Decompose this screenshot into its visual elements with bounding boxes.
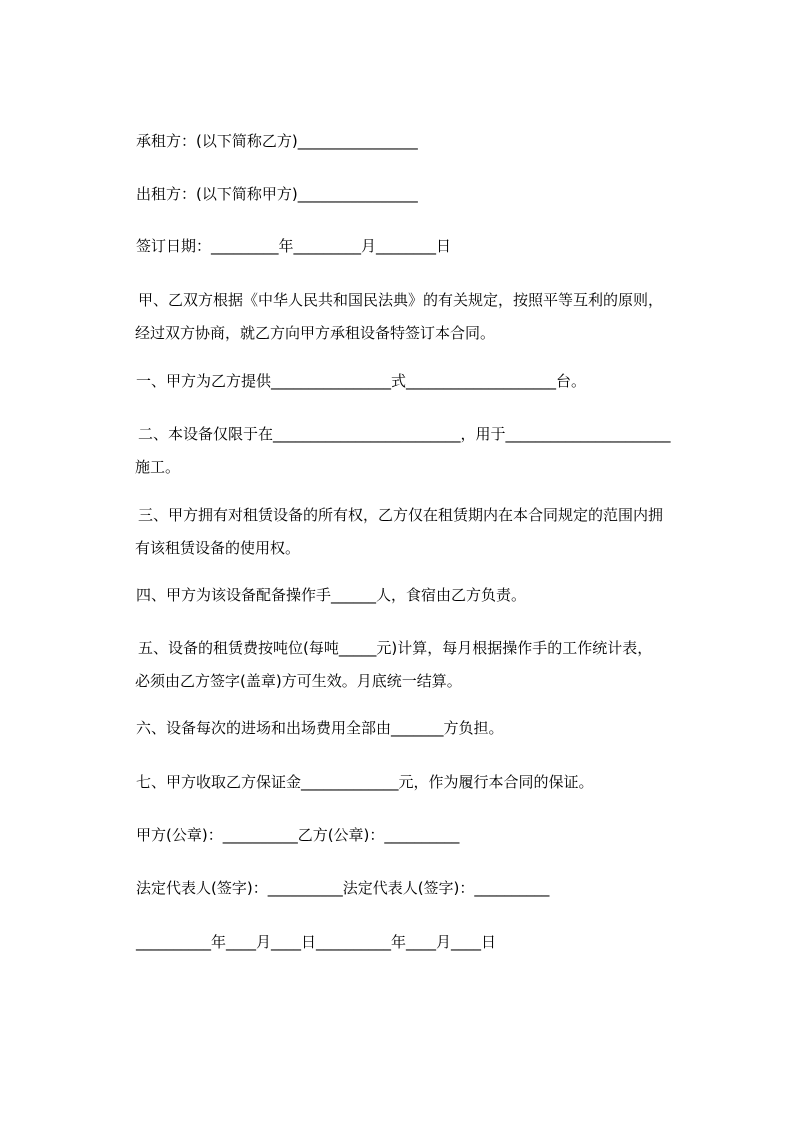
clause-6: 六、设备每次的进场和出场费用全部由_______方负担。	[136, 719, 504, 737]
clause-2-line-1: 二、本设备仅限于在_________________________，用于______________________	[138, 425, 671, 443]
clause-2-line-2: 施工。	[135, 458, 181, 476]
sign-date-line: 签订日期：_________年_________月________日	[136, 237, 452, 255]
clause-5-paragraph	[135, 638, 708, 691]
legal-representative-line: 法定代表人(签字)：__________法定代表人(签字)：__________	[136, 879, 550, 897]
clause-2-paragraph	[135, 424, 708, 477]
preamble-line-2: 经过双方协商，就乙方向甲方承租设备特签订本合同。	[135, 324, 496, 342]
preamble-paragraph	[135, 290, 708, 343]
clause-1: 一、甲方为乙方提供________________式____________________台。	[136, 372, 587, 390]
clause-5-line-2: 必须由乙方签字(盖章)方可生效。月底统一结算。	[135, 672, 462, 690]
clause-4: 四、甲方为该设备配备操作手______人，食宿由乙方负责。	[136, 586, 527, 604]
lessee-line: 承租方：(以下简称乙方)________________	[136, 132, 418, 150]
clause-5-line-1: 五、设备的租赁费按吨位(每吨_____元)计算，每月根据操作手的工作统计表，	[138, 639, 653, 657]
clause-3-line-2: 有该租赁设备的使用权。	[135, 539, 301, 557]
preamble-line-1: 甲、乙双方根据《中华人民共和国民法典》的有关规定，按照平等互利的原则，	[138, 291, 664, 309]
signature-date-line: __________年____月____日__________年____月____日	[136, 933, 497, 951]
clause-7: 七、甲方收取乙方保证金_____________元，作为履行本合同的保证。	[136, 773, 594, 791]
clause-3-line-1: 三、甲方拥有对租赁设备的所有权，乙方仅在租赁期内在本合同规定的范围内拥	[138, 506, 664, 524]
seal-line: 甲方(公章)：__________乙方(公章)：__________	[136, 826, 460, 844]
lessor-line: 出租方：(以下简称甲方)________________	[136, 185, 418, 203]
clause-3-paragraph	[135, 505, 708, 558]
